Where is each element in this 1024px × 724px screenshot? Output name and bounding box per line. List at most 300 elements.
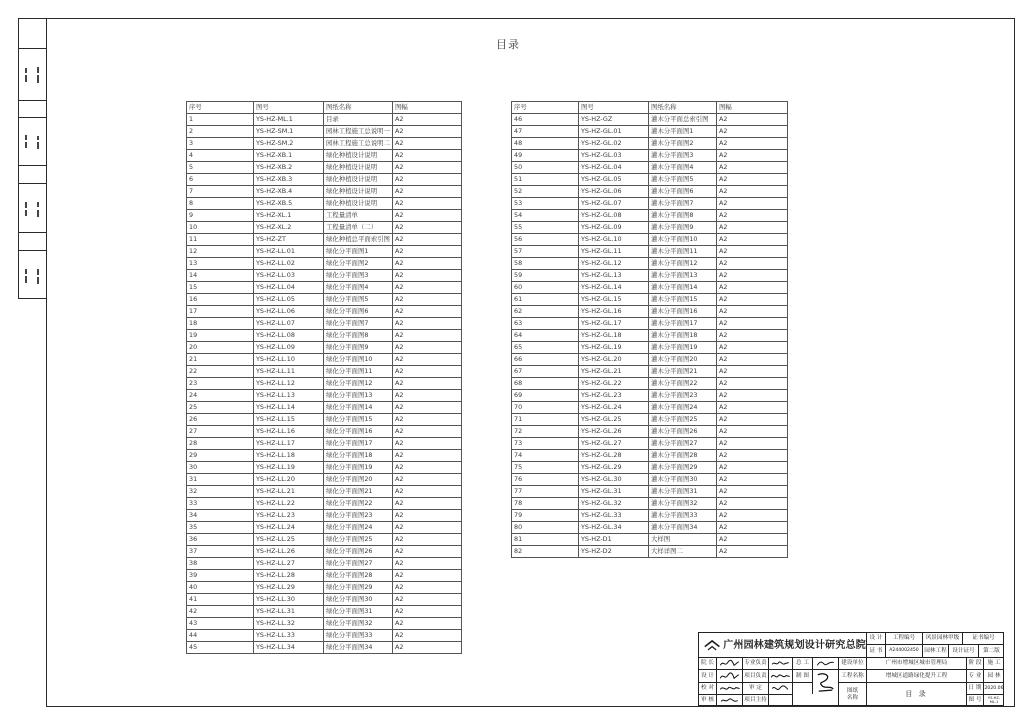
cell-index: 35 bbox=[187, 522, 254, 534]
cell-drawing-no: YS-HZ-GL.08 bbox=[579, 210, 649, 222]
table-row bbox=[512, 222, 788, 234]
strip-divider bbox=[18, 165, 46, 166]
table-row bbox=[187, 534, 462, 546]
cell-index: 68 bbox=[512, 378, 579, 390]
table-row bbox=[187, 522, 462, 534]
cell-sheet-size: A2 bbox=[717, 114, 788, 126]
countersign-stamp bbox=[21, 200, 43, 220]
cell-sheet-size: A2 bbox=[717, 330, 788, 342]
cell-sheet-size: A2 bbox=[393, 234, 462, 246]
cell-drawing-name: 绿化种植设计说明 bbox=[324, 198, 393, 210]
cell-drawing-no: YS-HZ-GL.04 bbox=[579, 162, 649, 174]
cell-index: 13 bbox=[187, 258, 254, 270]
table-row bbox=[187, 462, 462, 474]
certificate-cell: 设计证号 bbox=[948, 644, 978, 657]
certificate-cell: 园林工程 bbox=[922, 644, 948, 657]
cell-sheet-size: A2 bbox=[717, 258, 788, 270]
table-row bbox=[512, 246, 788, 258]
cell-index: 21 bbox=[187, 354, 254, 366]
discipline-value: 园 林 bbox=[983, 669, 1004, 682]
cell-drawing-name: 绿化分平面图8 bbox=[324, 330, 393, 342]
table-row bbox=[187, 138, 462, 150]
table-row bbox=[187, 606, 462, 618]
role-label: 制 图 bbox=[792, 669, 812, 682]
cell-drawing-no: YS-HZ-GL.21 bbox=[579, 366, 649, 378]
cell-sheet-size: A2 bbox=[393, 438, 462, 450]
cell-drawing-no: YS-HZ-GL.10 bbox=[579, 234, 649, 246]
table-row bbox=[512, 450, 788, 462]
role-label: 项目主持 bbox=[742, 694, 768, 706]
table-row bbox=[187, 306, 462, 318]
cell-index: 61 bbox=[512, 294, 579, 306]
cell-drawing-no: YS-HZ-LL.14 bbox=[254, 402, 324, 414]
cell-drawing-name: 灌木分平面图19 bbox=[649, 342, 717, 354]
cell-sheet-size: A2 bbox=[717, 282, 788, 294]
cell-drawing-no: YS-HZ-GZ bbox=[579, 114, 649, 126]
cell-index: 52 bbox=[512, 186, 579, 198]
cell-index: 12 bbox=[187, 246, 254, 258]
cell-sheet-size: A2 bbox=[393, 498, 462, 510]
title-block bbox=[698, 632, 1004, 706]
cell-sheet-size: A2 bbox=[393, 462, 462, 474]
table-row bbox=[187, 630, 462, 642]
cell-sheet-size: A2 bbox=[393, 366, 462, 378]
cell-sheet-size: A2 bbox=[393, 402, 462, 414]
cell-drawing-no: YS-HZ-LL.19 bbox=[254, 462, 324, 474]
table-row bbox=[187, 486, 462, 498]
table-row bbox=[187, 150, 462, 162]
cell-index: 16 bbox=[187, 294, 254, 306]
cell-sheet-size: A2 bbox=[393, 150, 462, 162]
cell-drawing-no: YS-HZ-LL.13 bbox=[254, 390, 324, 402]
table-row bbox=[187, 174, 462, 186]
cell-drawing-no: YS-HZ-XL.1 bbox=[254, 210, 324, 222]
table-row bbox=[187, 414, 462, 426]
client-name: 广州市增城区城市管理局 bbox=[866, 657, 966, 669]
cell-index: 62 bbox=[512, 306, 579, 318]
table-row bbox=[187, 294, 462, 306]
table-row bbox=[187, 366, 462, 378]
cell-drawing-name: 灌木分平面图4 bbox=[649, 162, 717, 174]
signature bbox=[768, 682, 792, 694]
signature bbox=[716, 669, 742, 682]
cell-drawing-no: YS-HZ-LL.24 bbox=[254, 522, 324, 534]
cell-drawing-name: 灌木分平面图25 bbox=[649, 414, 717, 426]
cell-sheet-size: A2 bbox=[717, 270, 788, 282]
cell-drawing-name: 绿化分平面图10 bbox=[324, 354, 393, 366]
cell-drawing-name: 灌木分平面图33 bbox=[649, 510, 717, 522]
cell-index: 11 bbox=[187, 234, 254, 246]
cell-drawing-no: YS-HZ-GL.01 bbox=[579, 126, 649, 138]
strip-divider bbox=[18, 250, 46, 251]
table-row bbox=[512, 270, 788, 282]
sheet-name-label: 图纸名称 bbox=[838, 682, 866, 706]
cell-drawing-name: 绿化分平面图27 bbox=[324, 558, 393, 570]
table-row bbox=[187, 126, 462, 138]
cell-sheet-size: A2 bbox=[393, 354, 462, 366]
cell-drawing-name: 园林工程施工总说明一 bbox=[324, 126, 393, 138]
page-title: 目录 bbox=[496, 38, 520, 51]
cell-index: 51 bbox=[512, 174, 579, 186]
cell-index: 58 bbox=[512, 258, 579, 270]
cell-drawing-name: 园林工程施工总说明二 bbox=[324, 138, 393, 150]
cell-drawing-name: 绿化分平面图16 bbox=[324, 426, 393, 438]
cell-index: 78 bbox=[512, 498, 579, 510]
cell-sheet-size: A2 bbox=[393, 174, 462, 186]
table-row bbox=[187, 438, 462, 450]
cell-drawing-no: YS-HZ-GL.27 bbox=[579, 438, 649, 450]
cell-drawing-no: YS-HZ-GL.16 bbox=[579, 306, 649, 318]
cell-drawing-name: 绿化分平面图29 bbox=[324, 582, 393, 594]
cell-drawing-name: 灌木分平面总索引图 bbox=[649, 114, 717, 126]
strip-divider bbox=[18, 48, 46, 49]
signature bbox=[716, 682, 742, 694]
cell-drawing-no: YS-HZ-LL.05 bbox=[254, 294, 324, 306]
cell-drawing-name: 灌木分平面图16 bbox=[649, 306, 717, 318]
table-header-row bbox=[187, 102, 462, 114]
cell-sheet-size: A2 bbox=[393, 246, 462, 258]
qualification-label: 设 计 bbox=[866, 632, 885, 644]
cell-sheet-size: A2 bbox=[717, 486, 788, 498]
table-row bbox=[512, 414, 788, 426]
table-row bbox=[512, 294, 788, 306]
table-row bbox=[512, 210, 788, 222]
cell-sheet-size: A2 bbox=[717, 354, 788, 366]
table-row bbox=[187, 330, 462, 342]
cell-drawing-no: YS-HZ-XB.3 bbox=[254, 174, 324, 186]
cell-drawing-no: YS-HZ-LL.23 bbox=[254, 510, 324, 522]
table-row bbox=[512, 402, 788, 414]
cell-drawing-name: 绿化分平面图4 bbox=[324, 282, 393, 294]
cell-drawing-name: 绿化种植设计说明 bbox=[324, 162, 393, 174]
header-index: 序号 bbox=[512, 102, 579, 114]
table-row bbox=[512, 390, 788, 402]
cell-drawing-no: YS-HZ-GL.15 bbox=[579, 294, 649, 306]
cell-drawing-name: 绿化分平面图14 bbox=[324, 402, 393, 414]
cell-sheet-size: A2 bbox=[393, 342, 462, 354]
cell-drawing-no: YS-HZ-GL.05 bbox=[579, 174, 649, 186]
cell-index: 45 bbox=[187, 642, 254, 654]
cell-sheet-size: A2 bbox=[717, 498, 788, 510]
qualification-cell: 证书编号 bbox=[962, 632, 1004, 644]
cell-drawing-name: 绿化分平面图17 bbox=[324, 438, 393, 450]
cell-drawing-no: YS-HZ-LL.27 bbox=[254, 558, 324, 570]
cell-drawing-name: 绿化分平面图28 bbox=[324, 570, 393, 582]
table-row bbox=[187, 402, 462, 414]
cell-index: 31 bbox=[187, 474, 254, 486]
cell-drawing-name: 绿化分平面图15 bbox=[324, 414, 393, 426]
cell-sheet-size: A2 bbox=[393, 522, 462, 534]
cell-drawing-no: YS-HZ-GL.03 bbox=[579, 150, 649, 162]
role-label: 总 工 bbox=[792, 657, 812, 669]
table-row bbox=[187, 198, 462, 210]
table-row bbox=[512, 234, 788, 246]
cell-sheet-size: A2 bbox=[393, 450, 462, 462]
table-row bbox=[512, 378, 788, 390]
role-label: 院 长 bbox=[698, 657, 716, 669]
cell-sheet-size: A2 bbox=[717, 342, 788, 354]
cell-index: 77 bbox=[512, 486, 579, 498]
table-row bbox=[512, 426, 788, 438]
strip-divider bbox=[18, 117, 46, 118]
table-row bbox=[187, 618, 462, 630]
cell-index: 3 bbox=[187, 138, 254, 150]
cell-sheet-size: A2 bbox=[393, 426, 462, 438]
cell-drawing-name: 绿化种植总平面索引图 bbox=[324, 234, 393, 246]
stage-label: 阶 段 bbox=[966, 657, 983, 669]
cell-sheet-size: A2 bbox=[717, 534, 788, 546]
header-sheet-size: 图幅 bbox=[717, 102, 788, 114]
cell-index: 67 bbox=[512, 366, 579, 378]
table-row bbox=[187, 258, 462, 270]
cell-drawing-no: YS-HZ-LL.31 bbox=[254, 606, 324, 618]
cell-drawing-no: YS-HZ-SM.2 bbox=[254, 138, 324, 150]
cell-index: 30 bbox=[187, 462, 254, 474]
cell-drawing-no: YS-HZ-LL.34 bbox=[254, 642, 324, 654]
cell-drawing-no: YS-HZ-GL.29 bbox=[579, 462, 649, 474]
cell-drawing-name: 灌木分平面图21 bbox=[649, 366, 717, 378]
cell-drawing-name: 绿化分平面图33 bbox=[324, 630, 393, 642]
cell-index: 46 bbox=[512, 114, 579, 126]
cell-drawing-name: 绿化分平面图11 bbox=[324, 366, 393, 378]
table-row bbox=[187, 270, 462, 282]
cell-index: 20 bbox=[187, 342, 254, 354]
cell-drawing-no: YS-HZ-LL.12 bbox=[254, 378, 324, 390]
cell-sheet-size: A2 bbox=[717, 162, 788, 174]
cell-index: 65 bbox=[512, 342, 579, 354]
cell-index: 29 bbox=[187, 450, 254, 462]
cell-drawing-no: YS-HZ-ML.1 bbox=[254, 114, 324, 126]
cell-drawing-no: YS-HZ-GL.11 bbox=[579, 246, 649, 258]
table-row bbox=[187, 510, 462, 522]
cell-sheet-size: A2 bbox=[717, 174, 788, 186]
cell-drawing-no: YS-HZ-SM.1 bbox=[254, 126, 324, 138]
cell-sheet-size: A2 bbox=[393, 162, 462, 174]
table-row bbox=[187, 594, 462, 606]
table-row bbox=[512, 114, 788, 126]
cell-sheet-size: A2 bbox=[717, 318, 788, 330]
cell-sheet-size: A2 bbox=[393, 282, 462, 294]
cell-drawing-no: YS-HZ-XB.4 bbox=[254, 186, 324, 198]
table-row bbox=[187, 342, 462, 354]
table-row bbox=[187, 114, 462, 126]
cell-index: 1 bbox=[187, 114, 254, 126]
cell-drawing-name: 绿化分平面图13 bbox=[324, 390, 393, 402]
cell-drawing-no: YS-HZ-LL.29 bbox=[254, 582, 324, 594]
cell-drawing-no: YS-HZ-XB.5 bbox=[254, 198, 324, 210]
cell-drawing-no: YS-HZ-LL.28 bbox=[254, 570, 324, 582]
cell-index: 74 bbox=[512, 450, 579, 462]
revision-label: 第二版 bbox=[978, 644, 1004, 657]
cell-drawing-no: YS-HZ-LL.25 bbox=[254, 534, 324, 546]
cell-drawing-name: 灌木分平面图27 bbox=[649, 438, 717, 450]
cell-drawing-no: YS-HZ-LL.33 bbox=[254, 630, 324, 642]
cell-drawing-name: 灌木分平面图34 bbox=[649, 522, 717, 534]
cell-drawing-name: 灌木分平面图5 bbox=[649, 174, 717, 186]
role-label: 审 定 bbox=[742, 682, 768, 694]
cell-sheet-size: A2 bbox=[393, 186, 462, 198]
cell-drawing-no: YS-HZ-GL.33 bbox=[579, 510, 649, 522]
sheet-no-value: YS-HZ-ML.1 bbox=[983, 694, 1004, 706]
cell-drawing-name: 灌木分平面图15 bbox=[649, 294, 717, 306]
cell-drawing-name: 绿化分平面图26 bbox=[324, 546, 393, 558]
table-row bbox=[512, 462, 788, 474]
cell-sheet-size: A2 bbox=[393, 306, 462, 318]
cell-drawing-name: 绿化分平面图32 bbox=[324, 618, 393, 630]
cell-drawing-name: 灌木分平面图9 bbox=[649, 222, 717, 234]
cell-drawing-name: 大样详图二 bbox=[649, 546, 717, 558]
cell-index: 63 bbox=[512, 318, 579, 330]
cell-index: 32 bbox=[187, 486, 254, 498]
countersign-stamp bbox=[21, 267, 43, 287]
cell-index: 75 bbox=[512, 462, 579, 474]
cell-drawing-no: YS-HZ-LL.09 bbox=[254, 342, 324, 354]
cell-drawing-no: YS-HZ-LL.16 bbox=[254, 426, 324, 438]
frame-bottom bbox=[46, 706, 1015, 707]
table-row bbox=[187, 582, 462, 594]
cell-index: 41 bbox=[187, 594, 254, 606]
table-row bbox=[512, 354, 788, 366]
cell-index: 23 bbox=[187, 378, 254, 390]
cell-drawing-no: YS-HZ-LL.15 bbox=[254, 414, 324, 426]
cell-drawing-no: YS-HZ-LL.06 bbox=[254, 306, 324, 318]
cell-drawing-name: 灌木分平面图30 bbox=[649, 474, 717, 486]
cell-drawing-no: YS-HZ-LL.10 bbox=[254, 354, 324, 366]
cell-index: 34 bbox=[187, 510, 254, 522]
project-label: 工程名称 bbox=[838, 669, 866, 682]
table-row bbox=[512, 330, 788, 342]
cell-sheet-size: A2 bbox=[393, 546, 462, 558]
cell-sheet-size: A2 bbox=[393, 594, 462, 606]
cell-index: 18 bbox=[187, 318, 254, 330]
cell-index: 56 bbox=[512, 234, 579, 246]
table-row bbox=[512, 522, 788, 534]
cell-index: 50 bbox=[512, 162, 579, 174]
qualification-cell: 风景园林甲级 bbox=[922, 632, 962, 644]
cell-index: 76 bbox=[512, 474, 579, 486]
table-row bbox=[187, 162, 462, 174]
header-drawing-no: 图号 bbox=[254, 102, 324, 114]
countersign-stamp bbox=[21, 132, 43, 152]
cell-drawing-no: YS-HZ-LL.26 bbox=[254, 546, 324, 558]
cell-index: 53 bbox=[512, 198, 579, 210]
cell-sheet-size: A2 bbox=[717, 378, 788, 390]
cell-index: 48 bbox=[512, 138, 579, 150]
cell-drawing-name: 灌木分平面图20 bbox=[649, 354, 717, 366]
cell-drawing-name: 绿化种植设计说明 bbox=[324, 174, 393, 186]
cell-drawing-no: YS-HZ-LL.18 bbox=[254, 450, 324, 462]
cell-sheet-size: A2 bbox=[717, 186, 788, 198]
cell-sheet-size: A2 bbox=[717, 450, 788, 462]
cell-sheet-size: A2 bbox=[717, 390, 788, 402]
cell-drawing-name: 绿化分平面图24 bbox=[324, 522, 393, 534]
cell-drawing-name: 灌木分平面图13 bbox=[649, 270, 717, 282]
cell-drawing-name: 绿化分平面图19 bbox=[324, 462, 393, 474]
table-row bbox=[187, 282, 462, 294]
cell-drawing-name: 绿化分平面图12 bbox=[324, 378, 393, 390]
cell-drawing-no: YS-HZ-LL.02 bbox=[254, 258, 324, 270]
cell-sheet-size: A2 bbox=[393, 318, 462, 330]
cell-sheet-size: A2 bbox=[717, 198, 788, 210]
table-row bbox=[187, 570, 462, 582]
cell-drawing-name: 绿化分平面图34 bbox=[324, 642, 393, 654]
cell-drawing-name: 大样图 bbox=[649, 534, 717, 546]
cell-sheet-size: A2 bbox=[717, 522, 788, 534]
cell-drawing-name: 工程量清单 bbox=[324, 210, 393, 222]
cell-drawing-name: 灌木分平面图18 bbox=[649, 330, 717, 342]
cell-drawing-no: YS-HZ-LL.08 bbox=[254, 330, 324, 342]
cell-drawing-name: 绿化分平面图7 bbox=[324, 318, 393, 330]
cell-index: 70 bbox=[512, 402, 579, 414]
cell-drawing-no: YS-HZ-LL.22 bbox=[254, 498, 324, 510]
table-row bbox=[512, 306, 788, 318]
signature bbox=[768, 657, 792, 669]
cell-drawing-no: YS-HZ-LL.01 bbox=[254, 246, 324, 258]
role-label: 审 核 bbox=[698, 694, 716, 706]
cell-drawing-no: YS-HZ-GL.17 bbox=[579, 318, 649, 330]
date-value: 2020.06 bbox=[983, 682, 1004, 694]
cell-sheet-size: A2 bbox=[717, 474, 788, 486]
cell-drawing-name: 灌木分平面图3 bbox=[649, 150, 717, 162]
cell-drawing-name: 灌木分平面图32 bbox=[649, 498, 717, 510]
cell-sheet-size: A2 bbox=[393, 558, 462, 570]
table-header-row bbox=[512, 102, 788, 114]
cell-index: 14 bbox=[187, 270, 254, 282]
cell-drawing-no: YS-HZ-XB.1 bbox=[254, 150, 324, 162]
table-row bbox=[187, 354, 462, 366]
cell-drawing-no: YS-HZ-GL.31 bbox=[579, 486, 649, 498]
cell-drawing-name: 绿化分平面图22 bbox=[324, 498, 393, 510]
strip-edge bbox=[18, 18, 19, 299]
cell-drawing-name: 灌木分平面图31 bbox=[649, 486, 717, 498]
cell-sheet-size: A2 bbox=[393, 582, 462, 594]
cell-index: 19 bbox=[187, 330, 254, 342]
cell-drawing-name: 工程量清单（二） bbox=[324, 222, 393, 234]
cell-drawing-no: YS-HZ-D2 bbox=[579, 546, 649, 558]
cell-drawing-no: YS-HZ-GL.22 bbox=[579, 378, 649, 390]
cell-drawing-name: 灌木分平面图26 bbox=[649, 426, 717, 438]
cell-drawing-name: 灌木分平面图14 bbox=[649, 282, 717, 294]
table-row bbox=[187, 234, 462, 246]
cell-drawing-name: 灌木分平面图6 bbox=[649, 186, 717, 198]
cell-drawing-name: 灌木分平面图7 bbox=[649, 198, 717, 210]
signature bbox=[812, 657, 838, 669]
cell-index: 47 bbox=[512, 126, 579, 138]
cell-drawing-name: 绿化分平面图6 bbox=[324, 306, 393, 318]
cell-index: 81 bbox=[512, 534, 579, 546]
cell-drawing-name: 绿化分平面图30 bbox=[324, 594, 393, 606]
cell-sheet-size: A2 bbox=[393, 330, 462, 342]
cell-drawing-no: YS-HZ-LL.20 bbox=[254, 474, 324, 486]
cell-index: 60 bbox=[512, 282, 579, 294]
cell-sheet-size: A2 bbox=[717, 294, 788, 306]
cell-index: 80 bbox=[512, 522, 579, 534]
client-label: 建设单位 bbox=[838, 657, 866, 669]
cell-sheet-size: A2 bbox=[393, 510, 462, 522]
cell-drawing-name: 灌木分平面图12 bbox=[649, 258, 717, 270]
cell-index: 79 bbox=[512, 510, 579, 522]
table-row bbox=[512, 438, 788, 450]
cell-drawing-name: 绿化分平面图21 bbox=[324, 486, 393, 498]
cell-index: 7 bbox=[187, 186, 254, 198]
project-name: 增城区道路绿化提升工程 bbox=[866, 669, 966, 682]
table-row bbox=[512, 486, 788, 498]
cell-drawing-no: YS-HZ-GL.07 bbox=[579, 198, 649, 210]
cell-drawing-name: 灌木分平面图28 bbox=[649, 450, 717, 462]
cell-drawing-name: 灌木分平面图22 bbox=[649, 378, 717, 390]
table-row bbox=[512, 138, 788, 150]
cell-index: 4 bbox=[187, 150, 254, 162]
